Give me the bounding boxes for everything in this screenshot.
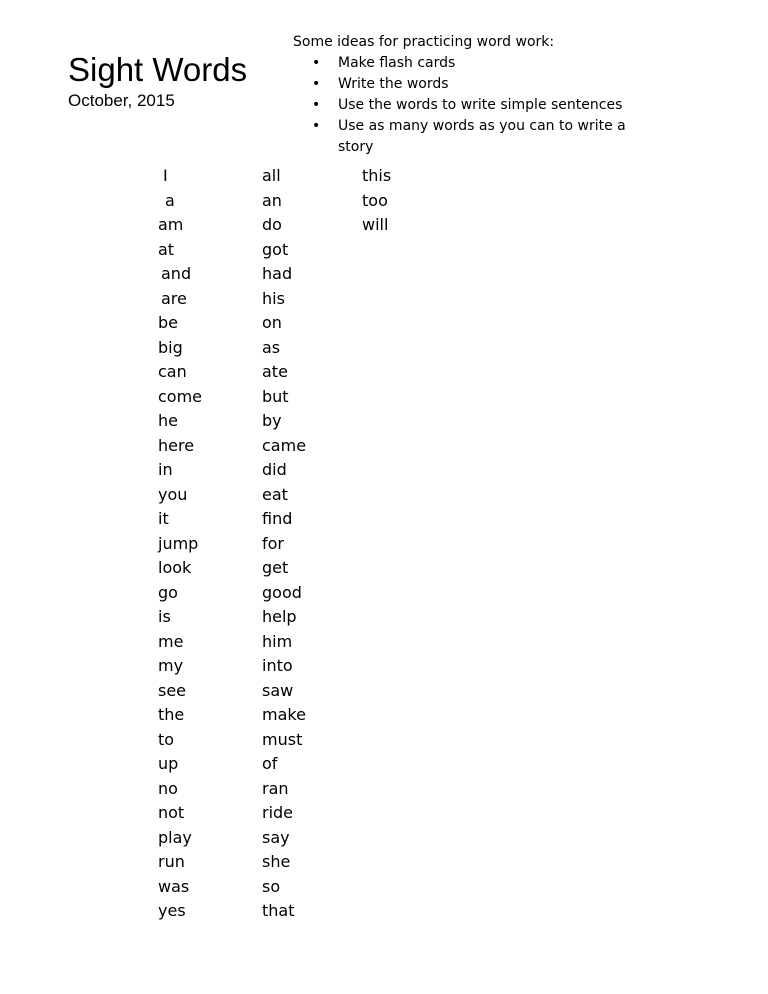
sight-word: here bbox=[158, 435, 195, 455]
sight-word: eat bbox=[262, 484, 288, 504]
ideas-item-text: Use as many words as you can to write a story bbox=[338, 118, 626, 155]
sight-word: an bbox=[262, 190, 282, 210]
sight-word: on bbox=[262, 313, 282, 332]
sight-word: for bbox=[262, 533, 284, 553]
sight-word: will bbox=[362, 215, 389, 234]
ideas-intro: Some ideas for practicing word work: bbox=[293, 34, 555, 50]
sight-word: me bbox=[158, 631, 184, 651]
sight-word: and bbox=[161, 264, 192, 283]
ideas-item-text: Write the words bbox=[338, 76, 449, 92]
sight-word: up bbox=[158, 754, 179, 773]
sight-word: this bbox=[362, 166, 392, 185]
sight-word: saw bbox=[262, 680, 294, 700]
sight-word: be bbox=[158, 313, 178, 332]
sight-word: it bbox=[158, 509, 169, 528]
sight-word: find bbox=[262, 509, 293, 528]
sight-word: look bbox=[158, 558, 192, 577]
sight-word: his bbox=[262, 288, 285, 308]
sight-word: got bbox=[262, 239, 289, 259]
sight-word: help bbox=[262, 607, 297, 626]
bullet-icon: • bbox=[312, 76, 321, 92]
sight-word: to bbox=[158, 729, 175, 749]
sight-word: came bbox=[262, 435, 307, 455]
sight-word: good bbox=[262, 582, 302, 602]
sight-word: ate bbox=[262, 362, 288, 381]
sight-word: not bbox=[158, 803, 185, 822]
ideas-list-item bbox=[312, 53, 653, 74]
sight-word: yes bbox=[158, 901, 186, 920]
sight-word: are bbox=[161, 288, 187, 308]
ideas-item-text: Use the words to write simple sentences bbox=[338, 97, 623, 113]
sight-word: had bbox=[262, 264, 293, 283]
sight-word: of bbox=[262, 754, 278, 773]
sight-word: did bbox=[262, 460, 287, 479]
word-column-2 bbox=[262, 164, 306, 924]
sight-word: him bbox=[262, 631, 293, 651]
sight-word: all bbox=[262, 166, 281, 185]
sight-word: ran bbox=[262, 778, 289, 798]
sight-word: at bbox=[158, 239, 175, 259]
ideas-item-text: Make flash cards bbox=[338, 55, 456, 71]
sight-word: in bbox=[158, 460, 173, 479]
ideas-list-item bbox=[312, 116, 653, 158]
ideas-list-item bbox=[312, 74, 653, 95]
sight-word: that bbox=[262, 901, 295, 920]
sight-word: ride bbox=[262, 803, 294, 822]
sight-word: big bbox=[158, 337, 183, 357]
page-title: Sight Words bbox=[68, 51, 248, 88]
sight-word: come bbox=[158, 386, 203, 406]
sight-word: no bbox=[158, 778, 178, 798]
word-column-3 bbox=[362, 164, 391, 238]
sight-word: make bbox=[262, 705, 306, 724]
sight-word: a bbox=[165, 190, 175, 210]
sight-word: but bbox=[262, 386, 289, 406]
sight-word: the bbox=[158, 705, 185, 724]
sight-word: jump bbox=[158, 533, 199, 553]
sight-word: run bbox=[158, 852, 185, 871]
sight-word: by bbox=[262, 411, 282, 430]
ideas-list bbox=[293, 53, 653, 158]
sight-word: he bbox=[158, 411, 178, 430]
sight-word: I bbox=[163, 166, 168, 185]
sight-word: am bbox=[158, 215, 184, 234]
sight-word: say bbox=[262, 827, 290, 847]
sight-word: too bbox=[362, 190, 388, 210]
sight-word: must bbox=[262, 729, 303, 749]
sight-word: can bbox=[158, 362, 187, 381]
sight-word: was bbox=[158, 876, 190, 896]
sight-word: my bbox=[158, 656, 184, 675]
sight-word: into bbox=[262, 656, 293, 675]
sight-word: do bbox=[262, 215, 282, 234]
sight-word: so bbox=[262, 876, 281, 896]
sight-word: see bbox=[158, 680, 187, 700]
bullet-icon: • bbox=[312, 118, 321, 134]
word-column-1 bbox=[158, 164, 202, 924]
sight-word: she bbox=[262, 852, 291, 871]
sight-word: is bbox=[158, 607, 171, 626]
sight-word: as bbox=[262, 337, 281, 357]
sight-word: play bbox=[158, 827, 192, 847]
bullet-icon: • bbox=[312, 55, 321, 71]
bullet-icon: • bbox=[312, 97, 321, 113]
ideas-list-item bbox=[312, 95, 653, 116]
sight-word: get bbox=[262, 558, 289, 577]
sight-word: you bbox=[158, 484, 188, 504]
page-date: October, 2015 bbox=[68, 91, 175, 110]
ideas-section bbox=[293, 32, 653, 158]
sight-word: go bbox=[158, 582, 178, 602]
